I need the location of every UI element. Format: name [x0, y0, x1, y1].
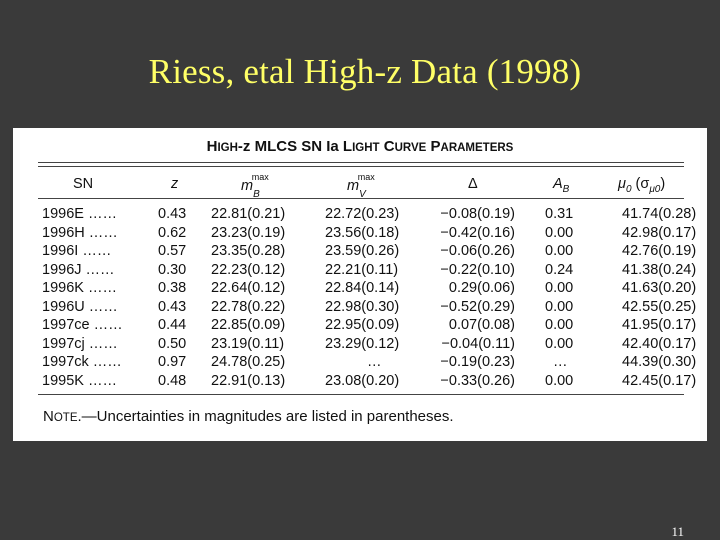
slide-title: Riess, etal High-z Data (1998) [148, 52, 582, 91]
table-row: 1996H …… 0.62 23.23(0.19) 23.56(0.18) −0.42(0.16) 0.00 42.98(0.17) [42, 224, 697, 241]
header-z: z [171, 176, 179, 192]
table-row: 1995K …… 0.48 22.91(0.13) 23.08(0.20) −0.33(0.26) 0.00 42.45(0.17) [42, 372, 697, 389]
header-ab: $A_B$ [553, 176, 570, 195]
table-row: 1997cj …… 0.50 23.19(0.11) 23.29(0.12) −0.04(0.11) 0.00 42.40(0.17) [42, 335, 697, 352]
table-bottom-rule [38, 394, 684, 395]
table-row: 1996E …… 0.43 22.81(0.21) 22.72(0.23) −0.08(0.19) 0.31 41.74(0.28) [42, 206, 697, 222]
table-row: 1996I …… 0.57 23.35(0.28) 23.59(0.26) −0.06(0.26) 0.00 42.76(0.19) [42, 243, 697, 259]
header-mu: $\mu_0$ $(\sigma_{\mu 0})$ [618, 176, 666, 195]
table-caption: HIGH-z MLCS SN Ia LIGHT CURVE PARAMETERS [206, 138, 514, 155]
table-note: NOTE.—Uncertainties in magnitudes are listed in parentheses. [43, 408, 454, 425]
table-row: 1996J …… 0.30 22.23(0.12) 22.21(0.11) −0.22(0.10) 0.24 41.38(0.24) [42, 261, 697, 278]
table-top-rule-2 [38, 166, 684, 167]
page-number: 11 [671, 524, 684, 539]
header-mv: $m_V^{max}$ [347, 172, 375, 200]
header-mb: $m_B^{max}$ [241, 172, 269, 200]
table-row: 1996K …… 0.38 22.64(0.12) 22.84(0.14) 0.29(0.06) 0.00 41.63(0.20) [42, 280, 697, 296]
table-row: 1997ce …… 0.44 22.85(0.09) 22.95(0.09) 0.07(0.08) 0.00 41.95(0.17) [42, 317, 697, 333]
table-image [13, 128, 707, 441]
table-row: 1996U …… 0.43 22.78(0.22) 22.98(0.30) −0.52(0.29) 0.00 42.55(0.25) [42, 298, 697, 315]
header-sn: SN [73, 176, 94, 192]
table-header-rule [38, 198, 684, 199]
header-delta: Δ [468, 176, 478, 192]
table-body [13, 206, 707, 391]
table-row: 1997ck …… 0.97 24.78(0.25) … −0.19(0.23) … 44.39(0.30) [42, 354, 697, 370]
table-top-rule [38, 162, 684, 163]
